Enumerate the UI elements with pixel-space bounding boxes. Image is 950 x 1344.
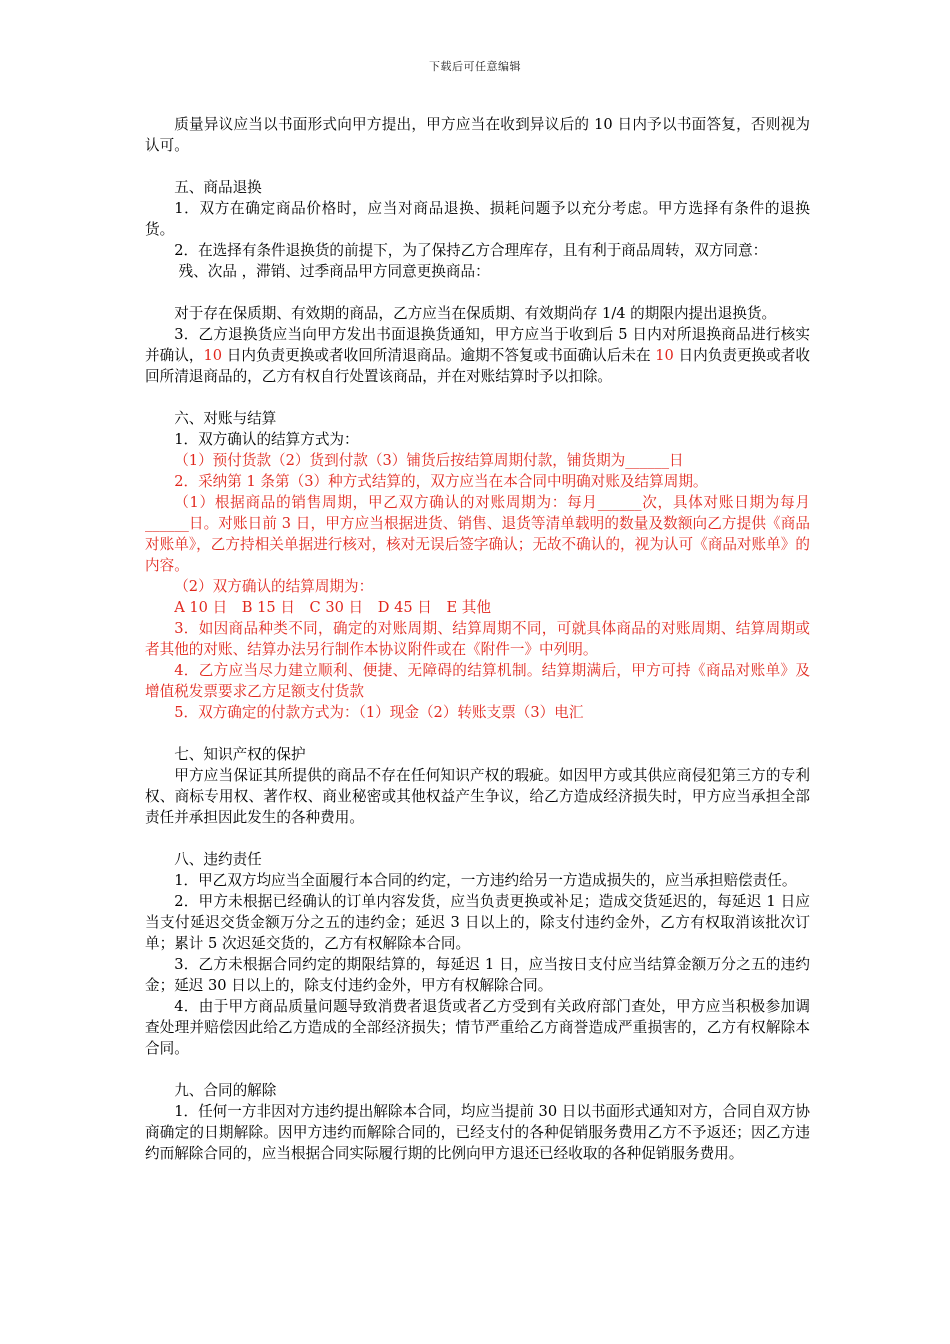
paragraph: 1．任何一方非因对方违约提出解除本合同，均应当提前 30 日以书面形式通知对方，合同自双方协商确定的日期解除。因甲方违约而解除合同的，已经支付的各种促销服务费用乙方不予返还；因乙方违约而解除合同的，应当根据合同实际履行期的比例向甲方退还已经收取的各种促销服务费用。 [145,1103,810,1162]
section-heading: 七、知识产权的保护 [174,746,306,763]
paragraph: 2．甲方未根据已经确认的订单内容发货，应当负责更换或补足；造成交货延迟的，每延迟 1 日应当支付延迟交货金额万分之五的违约金；延迟 3 日以上的，除支付违约金外，乙方有权取消该批次订单；累计 5 次迟延交货的，乙方有权解除本合同。 [145,893,810,952]
section-heading: 八、违约责任 [174,851,262,868]
paragraph: 甲方应当保证其所提供的商品不存在任何知识产权的瑕疵。如因甲方或其供应商侵犯第三方的专利权、商标专用权、著作权、商业秘密或其他权益产生争议，给乙方造成经济损失时，甲方应当承担全部责任并承担因此发生的各种费用。 [145,767,810,826]
blank-line [145,723,810,744]
paragraph: （2）双方确认的结算周期为： [174,578,374,595]
paragraph: A 10 日 B 15 日 C 30 日 D 45 日 E 其他 [174,599,491,616]
blank-line [145,387,810,408]
paragraph: 2．采纳第 1 条第（3）种方式结算的，双方应当在本合同中明确对账及结算周期。 [174,473,708,490]
paragraph: 1．双方在确定商品价格时，应当对商品退换、损耗问题予以充分考虑。甲方选择有条件的退换货。 [145,200,810,238]
section-heading: 六、对账与结算 [174,410,277,427]
paragraph: 2．在选择有条件退换货的前提下，为了保持乙方合理库存，且有利于商品周转，双方同意： [174,242,768,259]
blank-line [145,156,810,177]
highlighted-number: 10 [655,347,674,364]
highlighted-number: 10 [203,347,223,364]
paragraph: 对于存在保质期、有效期的商品，乙方应当在保质期、有效期尚存 1/4 的期限内提出退换货。 [174,305,777,322]
paragraph: 4．由于甲方商品质量问题导致消费者退货或者乙方受到有关政府部门查处，甲方应当积极参加调查处理并赔偿因此给乙方造成的全部经济损失；情节严重给乙方商誉造成严重损害的，乙方有权解除本合同。 [145,998,810,1057]
blank-line [145,282,810,303]
paragraph: 质量异议应当以书面形式向甲方提出，甲方应当在收到异议后的 10 日内予以书面答复，否则视为认可。 [145,116,810,154]
section-heading: 五、商品退换 [174,179,262,196]
document-body [145,114,810,1164]
paragraph: 4．乙方应当尽力建立顺利、便捷、无障碍的结算机制。结算期满后，甲方可持《商品对账单》及增值税发票要求乙方足额支付货款 [145,662,810,700]
paragraph: 3．乙方退换货应当向甲方发出书面退换货通知，甲方应当于收到后 5 日内对所退换商品进行核实并确认，10 日内负责更换或者收回所清退商品。逾期不答复或书面确认后未在 10 日内负责更换或者收回所清退商品的，乙方有权自行处置该商品，并在对账结算时予以扣除。 [145,326,810,385]
paragraph: 5．双方确定的付款方式为：（1）现金（2）转账支票（3）电汇 [174,704,584,721]
paragraph: （1）根据商品的销售周期，甲乙双方确认的对账周期为：每月______次，具体对账日期为每月______日。对账日前 3 日，甲方应当根据进货、销售、退货等清单载明的数量及数额向乙方提供《商品对账单》，乙方持相关单据进行核对，核对无误后签字确认；无故不确认的，视为认可《商品对账单》的内容。 [145,494,810,574]
blank-line [145,828,810,849]
section-heading: 九、合同的解除 [174,1082,277,1099]
paragraph: （1）预付货款（2）货到付款（3）铺货后按结算周期付款，铺货期为______日 [174,452,684,469]
page-header: 下载后可任意编辑 [429,60,521,73]
blank-line [145,1059,810,1080]
paragraph: 1．甲乙双方均应当全面履行本合同的约定，一方违约给另一方造成损失的，应当承担赔偿责任。 [174,872,797,889]
paragraph: 3．如因商品种类不同，确定的对账周期、结算周期不同，可就具体商品的对账周期、结算周期或者其他的对账、结算办法另行制作本协议附件或在《附件一》中列明。 [145,620,810,658]
paragraph: 1．双方确认的结算方式为： [174,431,359,448]
paragraph: 残、次品 ，滞销、过季商品甲方同意更换商品： [178,263,490,280]
paragraph: 3．乙方未根据合同约定的期限结算的，每延迟 1 日，应当按日支付应当结算金额万分之五的违约金；延迟 30 日以上的，除支付违约金外，甲方有权解除合同。 [145,956,810,994]
